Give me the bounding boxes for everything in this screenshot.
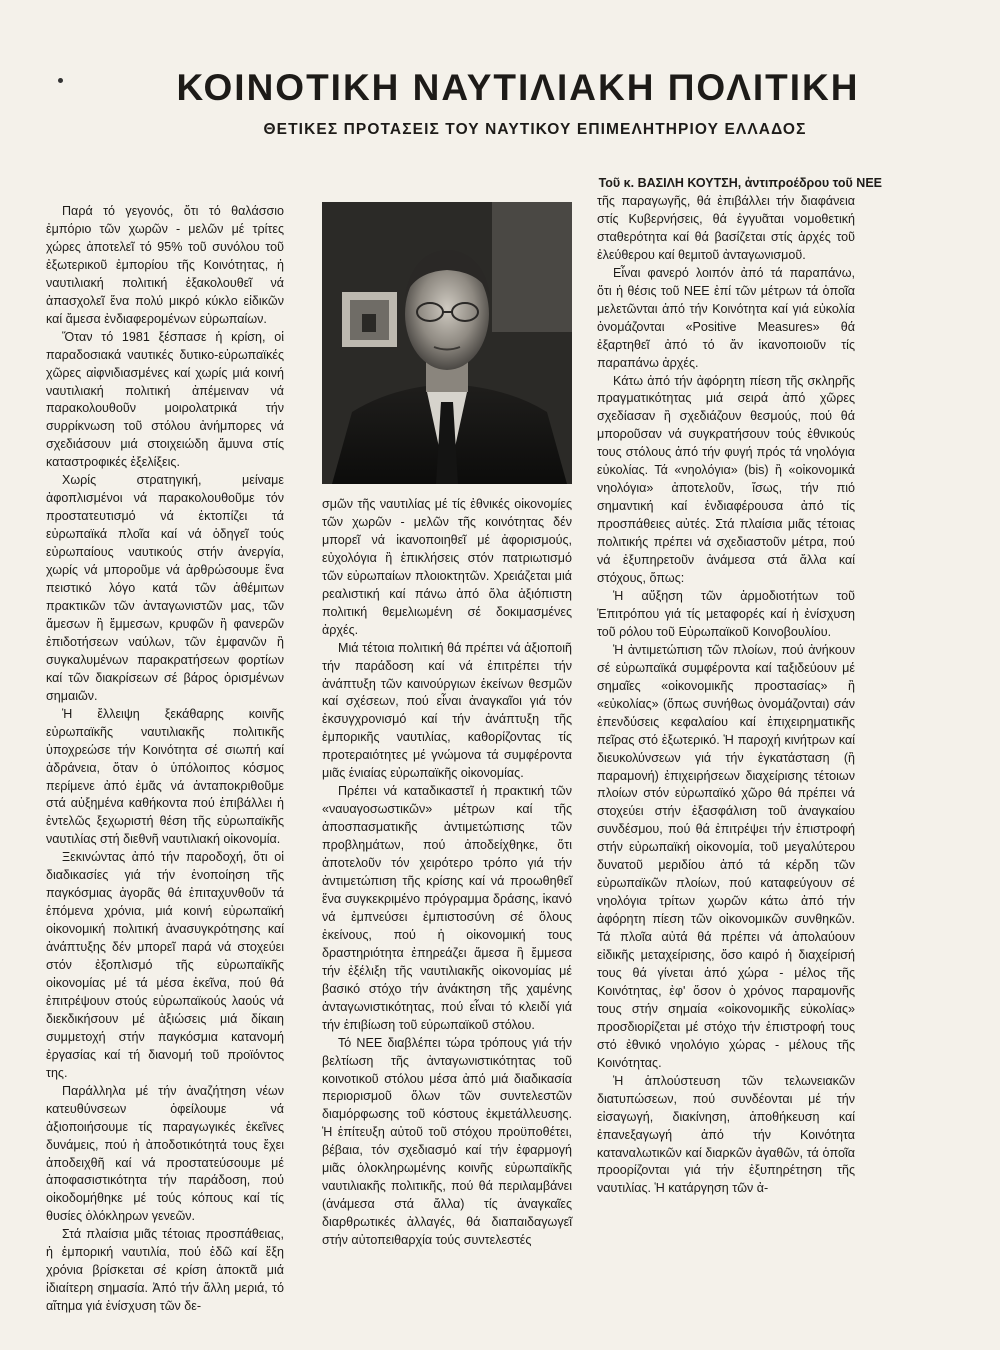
paragraph: Ἡ ἀντιμετώπιση τῶν πλοίων, πού ἀνήκουν σέ εὐρωπαϊκά συμφέροντα καί ταξιδεύουν μέ σημαῖες «οἰκονομικῆς προστασίας» ἢ «εὐκολίας» (ὅπως συνήθως ὀνομάζονται) σάν ἐπενδύσεις κεφαλαίου καί ἐπιχειρηματικῆς πεῖρας στό ἐξωτερικό. Ἡ παροχή κινήτρων καί διευκολύνσεων γιά τήν ἐγκατάσταση (ἢ παραμονή) ἐπιχειρήσεων διαχείρισης τέτοιων πλοίων στόν εὐρωπαϊκό χῶρο θά πρέπει νά στοχεύει στήν ἐξασφάλιση τοῦ ἀναγκαίου συνδέσμου, πού θά ἐπιτρέψει τήν ἐπιστροφή στήν εὐρωπαϊκή οἰκονομία, τοῦ μεγαλύτερου δυνατοῦ μεριδίου ἀπό τά κέρδη τῶν εὐρωπαϊκῶν πλοίων, πού καταφεύγουν σέ νηολόγια τρίτων χωρῶν κάτω ἀπό τήν ἀφόρητη πίεση τῶν οἰκονομικῶν συνθηκῶν. Τά πλοῖα αὐτά θά πρέπει νά ἀπολαύουν εἰδικῆς μεταχείρισης, ὅσο καιρό ἡ διαχείρισή τους θά γίνεται ἀπό χώρα - μέλος τῆς Κοινότητας, ἐφ' ὅσον ὁ χρόνος παραμονῆς τους στήν σημαία «οἰκονομικῆς εὐκολίας» προσδιορίζεται μέ στόχο τήν ἐπιστροφή τους στό ἐθνικό νηολόγιο χώρας - μέλους τῆς Κοινότητας. xyxy=(597,642,855,1070)
author-portrait-photo xyxy=(322,202,572,484)
paragraph: Κάτω ἀπό τήν ἀφόρητη πίεση τῆς σκληρῆς πραγματικότητας μιά σειρά ἀπό χῶρες σχεδίασαν ἢ σχεδιάζουν θεσμούς, πού θά μποροῦσαν νά συγκρατήσουν τούς ἐθνικούς τους στόλους ἀπό τήν φυγή πρός τά νηολόγια εὐκολίας. Τά «νηολόγια» (bis) ἢ «οἰκονομικά νηολόγια» ἀποτελοῦν, ἴσως, τήν πιό σημαντική καί ἐνδιαφέρουσα ἀπό τίς προσπάθειες αὐτές. Στά πλαίσια μιᾶς τέτοιας πολιτικής πρέπει νά σχεδιαστοῦν μέτρα, πού νά ἐξυπηρετοῦν ἀνάμεσα στά ἄλλα καί στόχους, ὅπως: xyxy=(597,373,855,586)
paragraph: Παράλληλα μέ τήν ἀναζήτηση νέων κατευθύνσεων ὀφείλουμε νά ἀξιοποιήσουμε τίς παραγωγικές ἐκεῖνες δυνάμεις, πού ἡ ἀποδοτικότητά τους ἔχει ἀποδειχθῆ καί νά προστατεύσουμε μέ ἀποφασιστικότητα τήν παράδοση, πού οἰκοδομήθηκε μέ τούς κόπους καί τίς θυσίες ὁλόκληρων γενεῶν. xyxy=(46,1083,284,1224)
paragraph: Ὅταν τό 1981 ξέσπασε ἡ κρίση, οἱ παραδοσιακά ναυτικές δυτικο-εὐρωπαϊκές χῶρες αἰφνιδιασμένες καί χωρίς μιά κοινή ναυτιλιακή πολιτική ἀπέμειναν νά παρακολουθοῦν μοιρολατρικά τήν συρρίκνωση τοῦ στόλου ἀνήμπορες νά σχεδιάσουν μιά στοιχειώδη ἄμυνα στίς καταστροφικές ἐξελίξεις. xyxy=(46,329,284,470)
paragraph: Μιά τέτοια πολιτική θά πρέπει νά ἀξιοποιῆ τήν παράδοση καί νά ἐπιτρέπει τήν ἀνάπτυξη τῶν καινούργιων ἐκείνων θεσμῶν καί σχέσεων, πού εἶναι ἀναγκαῖοι γιά τόν ἐκσυγχρονισμό καί τήν ἀνάπτυξη τῆς ἐμπορικῆς ναυτιλίας, καθορίζοντας τίς προτεραιότητες μέ γνώμονα τά συμφέροντα μιᾶς ἑνιαίας εὐρωπαϊκῆς οἰκονομίας. xyxy=(322,640,572,781)
portrait-illustration xyxy=(322,202,572,484)
article-title: ΚΟΙΝΟΤΙΚΗ ΝΑΥΤΙΛΙΑΚΗ ΠΟΛΙΤΙΚΗ xyxy=(176,67,860,108)
article-byline: Τοῦ κ. ΒΑΣΙΛΗ ΚΟΥΤΣΗ, ἀντιπροέδρου τοῦ ΝΕΕ xyxy=(598,176,882,190)
paragraph: τῆς παραγωγῆς, θά ἐπιβάλλει τήν διαφάνεια στίς Κυβερνήσεις, θά ἐγγυᾶται νομοθετική σταθερότητα καί θά βασίζεται στίς ἀρχές τοῦ ἐλεύθερου καί θεμιτοῦ ἀνταγωνισμοῦ. xyxy=(597,194,855,262)
paragraph: Παρά τό γεγονός, ὅτι τό θαλάσσιο ἐμπόριο τῶν χωρῶν - μελῶν μέ τρίτες χώρες ἀποτελεῖ τό 95% τοῦ συνόλου τοῦ ἐξωτερικοῦ ἐμπορίου τῆς Κοινότητας, ἡ ναυτιλιακή πολιτική ἐξακολουθεῖ νά ἀπασχολεῖ ἕνα πολύ μικρό κύκλο εἰδικῶν καί ἄμεσα ἐνδιαφερομένων εὐρωπαίων. xyxy=(46,204,284,326)
text-column-3 xyxy=(597,193,855,1198)
paragraph: σμῶν τῆς ναυτιλίας μέ τίς ἐθνικές οἰκονομίες τῶν χωρῶν - μελῶν τῆς κοινότητας δέν μπορεῖ νά ἱκανοποιηθεῖ μέ ἀφορισμούς, εὐχολόγια ἢ ἐπικλήσεις στόν πατριωτισμό τῶν εὐρωπαίων πλοιοκτητῶν. Χρειάζεται μιά ρεαλιστική καί πάνω ἀπό ὅλα ἀξιόπιστη πολιτική θεμελιωμένη σέ δοκιμασμένες ἀρχές. xyxy=(322,497,572,637)
paragraph: Στά πλαίσια μιᾶς τέτοιας προσπάθειας, ἡ ἐμπορική ναυτιλία, πού ἐδῶ καί ἕξη χρόνια βρίσκεται σέ κρίση ἀποκτᾶ μιά ἰδιαίτερη σημασία. Ἀπό τήν ἄλλη μεριά, τό αἴτημα γιά ἐνίσχυση τῶν δε- xyxy=(46,1227,284,1314)
article-subtitle: ΘΕΤΙΚΕΣ ΠΡΟΤΑΣΕΙΣ ΤΟΥ ΝΑΥΤΙΚΟΥ ΕΠΙΜΕΛΗΤΗΡΙΟΥ ΕΛΛΑΔΟΣ xyxy=(263,121,807,138)
paragraph: Χωρίς στρατηγική, μείναμε ἀφοπλισμένοι νά παρακολουθοῦμε τόν προστατευτισμό νά ἐκτοπίζει τά εὐρωπαϊκά πλοῖα καί νά ὁδηγεῖ τούς εὐρωπαίους ναυτικούς στήν ἀνεργία, χωρίς νά μποροῦμε νά ἀρθρώσουμε ἕνα πειστικό λόγο κατά τῶν ἀθέμιτων πρακτικῶν τῶν ἀνταγωνιστῶν μας, τῶν ἄμεσων ἢ ἔμμεσων, κρυφῶν ἢ φανερῶν ἐπιδοτήσεων ναύλων, τῶν ἐμφανῶν ἢ συγκαλυμένων παρακρατήσεων φορτίων καί τῶν διακρίσεων σέ βάρος ὁρισμένων σημαιῶν. xyxy=(46,473,284,703)
text-column-2 xyxy=(322,496,572,1250)
paragraph: Πρέπει νά καταδικαστεῖ ἡ πρακτική τῶν «ναυαγοσωστικῶν» μέτρων καί τῆς ἀποσπασματικῆς ἀντιμετώπισης τῶν προβλημάτων, πού ἀποδείχθηκε, ὅτι ἀποτελοῦν τόν χειρότερο τρόπο γιά τήν ἀντιμετώπιση τῆς κρίσης καί νά προωθηθεῖ ἕνα συγκεκριμένο πρόγραμμα δράσης, ἱκανό νά ἐμπνεύσει ἐμπιστοσύνη σέ ὅλους ἐκείνους, πού ἡ οἰκονομική τους δραστηριότητα ἐπηρεάζει ἄμεσα ἢ ἔμμεσα τήν ἐξέλιξη τῆς ναυτιλιακῆς οἰκονομίας μέ βασικό στόχο τήν ἀνάκτηση τῆς χαμένης ἀνταγωνιστικότητας, πού εἶναι τό κλειδί γιά τήν ἐπιβίωση τοῦ εὐρωπαϊκοῦ στόλου. xyxy=(322,784,572,1032)
paragraph: Ξεκινώντας ἀπό τήν παροδοχή, ὅτι οἱ διαδικασίες γιά τήν ἑνοποίηση τῆς παγκόσμιας ἀγορᾶς θά ἐπιταχυνθοῦν τά ἑπόμενα χρόνια, μιά κοινή εὐρωπαϊκή οἰκονομική πολιτική ἀνασυγκρότησης καί ἀνάπτυξης δέν μπορεῖ παρά νά στοχεύει στόν ἐξοπλισμό τῆς εὐρωπαϊκῆς οἰκονομίας μέ τά μέσα ἐκεῖνα, πού θά ἐπιτρέψουν στούς εὐρωπαϊκούς λαούς νά διεκδικήσουν μέ ἀξιώσεις μιά δίκαιη συμμετοχή στήν παγκόσμια κατανομή ἐργασίας καί τή διανομή τοῦ προϊόντος της. xyxy=(46,850,284,1080)
paragraph: Εἶναι φανερό λοιπόν ἀπό τά παραπάνω, ὅτι ἡ θέσις τοῦ ΝΕΕ ἐπί τῶν μέτρων τά ὁποῖα μελετῶνται ἀπό τήν Κοινότητα καί γιά εὐκολία ὀνομάζονται «Positive Measures» θά ἐξαρτηθεῖ ἀπό τό ἄν ἱκανοποιοῦν τίς παραπάνω ἀρχές. xyxy=(597,265,855,370)
text-column-1 xyxy=(46,203,284,1316)
paragraph: Ἡ ἁπλούστευση τῶν τελωνειακῶν διατυπώσεων, πού συνδέονται μέ τήν εἰσαγωγή, διακίνηση, ἀποθήκευση καί ἐπανεξαγωγή ἀπό τήν Κοινότητα καταναλωτικῶν καί διαρκῶν ἀγαθῶν, τά ὁποῖα προορίζονται γιά τήν ἐξυπηρέτηση τῆς ναυτιλίας. Ἡ κατάργηση τῶν ἀ- xyxy=(597,1073,855,1196)
paragraph: Ἡ αὔξηση τῶν ἁρμοδιοτήτων τοῦ Ἐπιτρόπου γιά τίς μεταφορές καί ἡ ἐνίσχυση τοῦ ρόλου τοῦ Εὐρωπαϊκοῦ Κοινοβουλίου. xyxy=(597,588,855,639)
paragraph: Τό ΝΕΕ διαβλέπει τώρα τρόπους γιά τήν βελτίωση τῆς ἀνταγωνιστικότητας τοῦ κοινοτικοῦ στόλου μέσα ἀπό μιά διαδικασία περιορισμοῦ ὅλων τῶν συντελεστῶν διαμόρφωσης τοῦ κόστους ἐκμετάλλευσης. Ἡ ἐπίτευξη αὐτοῦ τοῦ στόχου προϋποθέτει, βέβαια, τόν σχεδιασμό καί τήν ἐφαρμογή μιᾶς ὁλοκληρωμένης κοινῆς εὐρωπαϊκῆς ναυτιλιακῆς πολιτικῆς, πού θά περιλαμβάνει (ἀνάμεσα στά ἄλλα) τίς ἀναγκαῖες διαρθρωτικές ἀλλαγές, θά διαπαιδαγωγεῖ στήν αὐτοπειθαρχία τούς συντελεστές xyxy=(322,1035,572,1248)
paragraph: Ἡ ἔλλειψη ξεκάθαρης κοινῆς εὐρωπαϊκῆς ναυτιλιακῆς πολιτικῆς ὑποχρεώσε τήν Κοινότητα σέ σιωπή καί ἀδράνεια, ὅταν ὁ ὑπόλοιπος κόσμος περίμενε ἀπό ἐμᾶς νά ἀνταποκριθοῦμε στά αὐξημένα καθήκοντα πού ἐπιβάλλει ἡ ἐντελῶς ξεχωριστή θέση τῆς εὐρωπαϊκῆς ναυτιλίας στή διεθνῆ ναυτιλιακή οἰκονομία. xyxy=(46,706,284,847)
